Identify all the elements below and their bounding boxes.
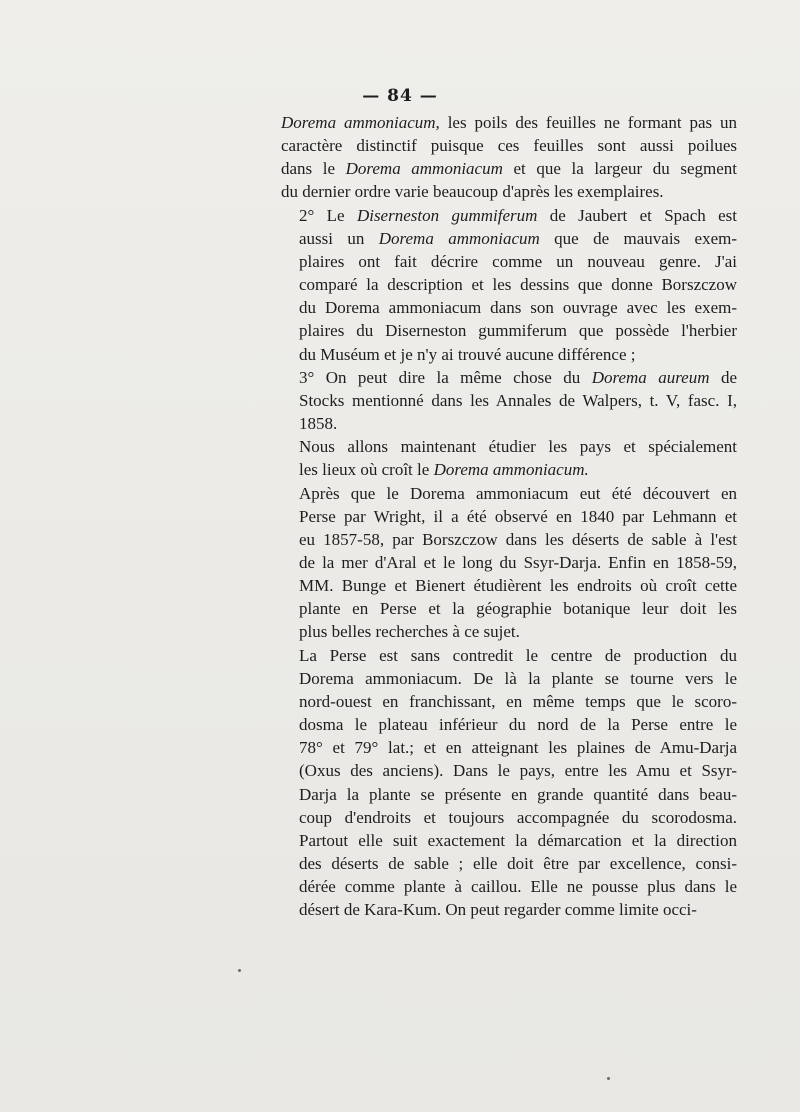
paragraph <box>281 482 737 644</box>
text-line <box>281 134 737 157</box>
text-segment: de la mer d'Aral et le long du Ssyr-Darja. Enfin en 1858-59, <box>299 552 737 572</box>
text-line <box>281 505 737 528</box>
text-line <box>281 806 737 829</box>
paragraph <box>281 111 737 204</box>
page-number: — 84 — <box>362 86 438 106</box>
italic-segment: Dorema ammoniacum. <box>433 460 589 480</box>
text-segment: Dorema ammoniacum. De là la plante se tourne vers le <box>299 668 737 688</box>
text-segment: 1858. <box>299 414 338 434</box>
text-segment: que de mauvais exem- <box>539 228 738 248</box>
text-line <box>281 690 737 713</box>
text-line <box>281 227 737 250</box>
text-line <box>281 875 737 898</box>
text-segment: des déserts de sable ; elle doit être par excellence, consi- <box>299 854 737 873</box>
text-line <box>281 667 737 690</box>
text-segment: dans le <box>281 159 346 179</box>
text-line <box>281 620 737 643</box>
italic-segment: Dorema ammoniacum, <box>281 113 440 132</box>
text-line <box>281 319 737 342</box>
text-segment: désert de Kara-Kum. On peut regarder comme limite occi- <box>299 900 697 920</box>
text-line <box>281 898 737 921</box>
text-line <box>281 783 737 806</box>
text-line <box>281 551 737 574</box>
text-segment: caractère distinctif puisque ces feuilles sont aussi poilues <box>281 136 737 156</box>
text-line <box>281 366 737 389</box>
text-line <box>281 528 737 551</box>
text-segment: plante en Perse et la géographie botanique leur doit les <box>299 599 737 619</box>
text-segment: et que la largeur du segment <box>502 159 737 179</box>
text-segment: MM. Bunge et Bienert étudièrent les endroits où croît cette <box>299 576 737 596</box>
text-segment: dérée comme plante à caillou. Elle ne pousse plus dans le <box>299 877 737 897</box>
text-line <box>281 574 737 597</box>
text-segment: La Perse est sans contredit le centre de production du <box>299 645 737 665</box>
text-segment: Perse par Wright, il a été observé en 1840 par Lehmann et <box>299 506 737 526</box>
text-segment: de <box>709 367 737 387</box>
text-line <box>281 759 737 782</box>
text-line <box>281 736 737 759</box>
body-text <box>281 111 737 921</box>
scan-speck <box>238 969 241 972</box>
text-segment: du dernier ordre varie beaucoup d'après les exemplaires. <box>281 182 664 202</box>
italic-segment: Dorema ammoniacum <box>378 228 540 248</box>
text-line <box>281 157 737 180</box>
text-segment: du Muséum et je n'y ai trouvé aucune différence ; <box>299 344 636 364</box>
text-line <box>281 250 737 273</box>
paragraph <box>281 435 737 481</box>
text-segment: 2° Le <box>299 205 357 225</box>
paragraph <box>281 644 737 922</box>
text-line <box>281 204 737 227</box>
text-line <box>281 435 737 458</box>
text-segment: plus belles recherches à ce sujet. <box>299 622 520 642</box>
text-segment: Partout elle suit exactement la démarcation et la direction <box>299 830 737 850</box>
italic-segment: Diserneston gummiferum <box>356 205 538 225</box>
text-segment: Stocks mentionné dans les Annales de Walpers, t. V, fasc. I, <box>299 390 737 410</box>
paragraph <box>281 204 737 366</box>
text-line <box>281 482 737 505</box>
text-segment: (Oxus des anciens). Dans le pays, entre les Amu et Ssyr- <box>299 761 737 781</box>
scan-speck <box>607 1077 610 1080</box>
text-segment: Nous allons maintenant étudier les pays et spécialement <box>299 437 737 457</box>
text-segment: nord-ouest en franchissant, en même temps que le scoro- <box>299 691 737 711</box>
text-segment: Après que le Dorema ammoniacum eut été découvert en <box>299 483 737 503</box>
text-segment: coup d'endroits et toujours accompagnée du scorodosma. <box>299 807 737 827</box>
text-segment: Darja la plante se présente en grande quantité dans beau- <box>299 784 737 804</box>
text-segment: les lieux où croît le <box>299 460 434 480</box>
text-line <box>281 644 737 667</box>
text-line <box>281 412 737 435</box>
text-segment: 78° et 79° lat.; et en atteignant les plaines de Amu-Darja <box>299 738 737 758</box>
text-line <box>281 458 737 481</box>
text-line <box>281 852 737 875</box>
text-segment: plaires ont fait décrire comme un nouveau genre. J'ai <box>299 251 737 271</box>
text-segment: 3° On peut dire la même chose du <box>299 367 592 387</box>
text-line <box>281 389 737 412</box>
text-segment: plaires du Diserneston gummiferum que possède l'herbier <box>299 321 737 341</box>
text-line <box>281 713 737 736</box>
paragraph <box>281 366 737 435</box>
text-line <box>281 180 737 203</box>
text-line <box>281 273 737 296</box>
italic-segment: Dorema ammoniacum <box>345 159 503 179</box>
text-line <box>281 343 737 366</box>
italic-segment: Dorema aureum <box>591 367 710 387</box>
text-segment: comparé la description et les dessins que donne Borszczow <box>299 275 737 295</box>
text-segment: aussi un <box>299 228 379 248</box>
text-line <box>281 296 737 319</box>
text-line <box>281 829 737 852</box>
text-segment: du Dorema ammoniacum dans son ouvrage avec les exem- <box>299 298 737 318</box>
text-line <box>281 597 737 620</box>
text-segment: dosma le plateau inférieur du nord de la Perse entre le <box>299 715 737 735</box>
text-line <box>281 111 737 134</box>
text-segment: de Jaubert et Spach est <box>537 205 737 225</box>
text-segment: eu 1857-58, par Borszczow dans les déserts de sable à l'est <box>299 529 737 549</box>
text-segment: les poils des feuilles ne formant pas un <box>439 113 737 132</box>
